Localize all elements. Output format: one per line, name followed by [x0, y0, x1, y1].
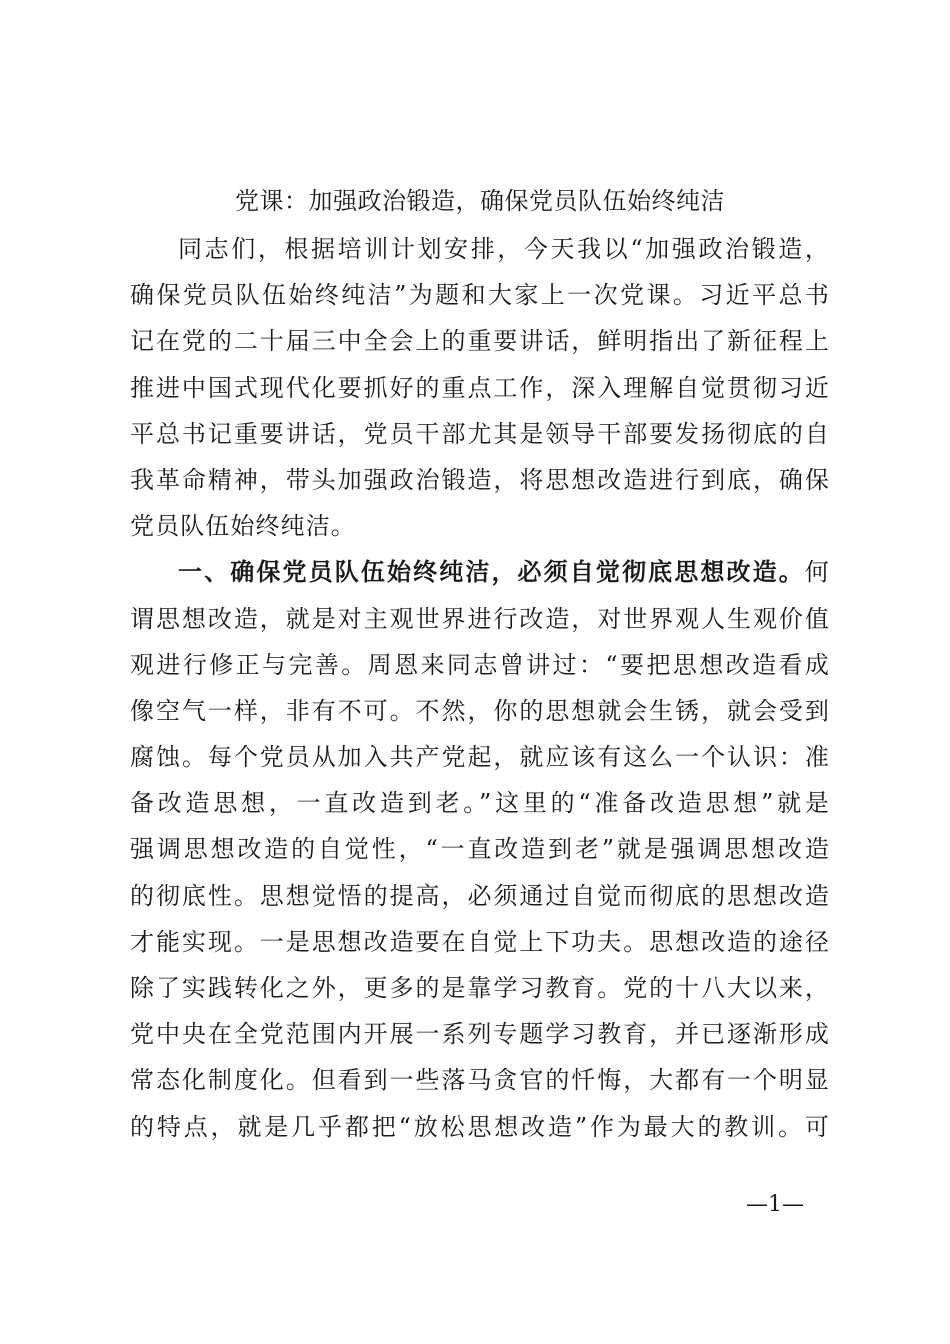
paragraph-line: 平总书记重要讲话，党员干部尤其是领导干部要发扬彻底的自 [130, 419, 830, 448]
paragraph-line: 谓思想改造，就是对主观世界进行改造，对世界观人生观价值 [130, 604, 830, 633]
document-title: 党课：加强政治锻造，确保党员队伍始终纯洁 [235, 187, 725, 215]
paragraph-line: 观进行修正与完善。周恩来同志曾讲过：“要把思想改造看成 [130, 650, 830, 679]
section-heading: 一、确保党员队伍始终纯洁，必须自觉彻底思想改造。 [178, 558, 805, 587]
paragraph-line: 党中央在全党范围内开展一系列专题学习教育，并已逐渐形成 [130, 1020, 830, 1049]
paragraph-line: 推进中国式现代化要抓好的重点工作，深入理解自觉贯彻习近 [130, 373, 830, 402]
paragraph-line: 除了实践转化之外，更多的是靠学习教育。党的十八大以来， [130, 974, 830, 1002]
paragraph-line: 腐蚀。每个党员从加入共产党起，就应该有这么一个认识：准 [130, 743, 830, 772]
paragraph-line: 强调思想改造的自觉性，“一直改造到老”就是强调思想改造 [130, 835, 830, 864]
paragraph-line: 才能实现。一是思想改造要在自觉上下功夫。思想改造的途径 [130, 927, 830, 956]
paragraph-line: 我革命精神，带头加强政治锻造，将思想改造进行到底，确保 [130, 465, 830, 494]
paragraph-line: 备改造思想，一直改造到老。”这里的“准备改造思想”就是 [130, 789, 830, 818]
page-number: —1— [746, 1192, 804, 1217]
paragraph-line: 常态化制度化。但看到一些落马贪官的忏悔，大都有一个明显 [130, 1066, 830, 1095]
paragraph-line: 同志们，根据培训计划安排，今天我以“加强政治锻造， [178, 235, 830, 263]
paragraph-line: 确保党员队伍始终纯洁”为题和大家上一次党课。习近平总书 [130, 281, 830, 310]
paragraph-line: 的特点，就是几乎都把“放松思想改造”作为最大的教训。可 [130, 1112, 830, 1141]
paragraph-line: 党员队伍始终纯洁。 [130, 512, 356, 541]
paragraph-line: 像空气一样，非有不可。不然，你的思想就会生锈，就会受到 [130, 696, 830, 725]
document-body [130, 226, 830, 1150]
paragraph-line: 记在党的二十届三中全会上的重要讲话，鲜明指出了新征程上 [130, 327, 830, 356]
section-heading-line [130, 549, 830, 595]
section-text-start: 何 [804, 558, 830, 587]
paragraph-line: 的彻底性。思想觉悟的提高，必须通过自觉而彻底的思想改造 [130, 881, 830, 910]
